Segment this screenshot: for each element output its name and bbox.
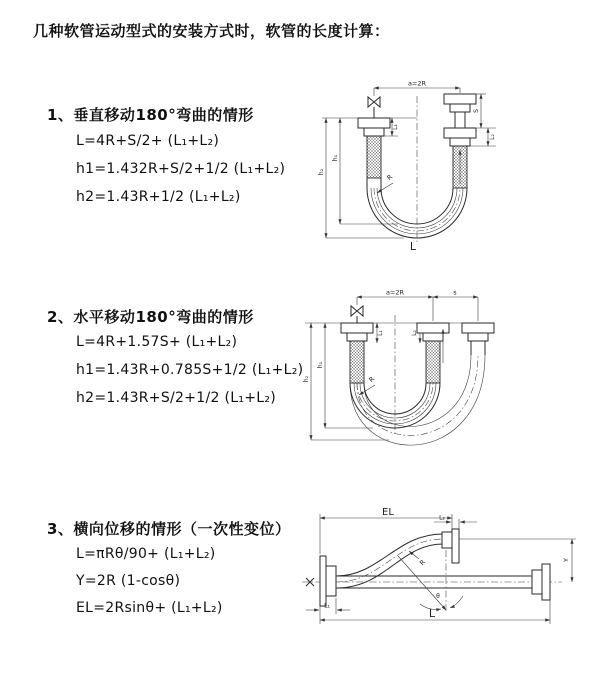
- braided-hose-section: [367, 136, 381, 178]
- diagram-vertical-180-bend: [318, 76, 503, 261]
- braided-hose-section: [426, 341, 440, 383]
- section-3-formula-el: EL=2Rsinθ+ (L₁+L₂): [76, 600, 223, 616]
- valve-icon: [351, 306, 363, 316]
- dim-label-l2: L₂: [489, 134, 496, 140]
- section-3-formula-l: L=πRθ/90+ (L₁+L₂): [76, 546, 216, 562]
- section-1-formula-h2: h2=1.43R+1/2 (L₁+L₂): [76, 189, 241, 205]
- dim-label-h1: h₁: [317, 361, 324, 369]
- dim-label-s: S: [473, 109, 480, 113]
- section-1-formula-h1: h1=1.432R+S/2+1/2 (L₁+L₂): [76, 161, 286, 177]
- section-2-formula-h2: h2=1.43R+S/2+1/2 (L₁+L₂): [76, 390, 277, 406]
- dim-label-r: R: [385, 173, 395, 183]
- dim-label-h2: h₂: [303, 375, 310, 383]
- section-2-formula-l: L=4R+1.57S+ (L₁+L₂): [76, 334, 238, 350]
- dim-label-l1: L₁: [324, 602, 330, 610]
- diagram-lateral-displacement: [300, 498, 600, 633]
- dim-label-l1: L₁: [377, 330, 384, 336]
- section-2-heading: 2、水平移动180°弯曲的情形: [47, 308, 254, 326]
- valve-icon: [368, 97, 380, 107]
- section-1-heading: 1、垂直移动180°弯曲的情形: [47, 106, 254, 124]
- dim-label-r: R: [367, 375, 377, 385]
- dim-label-a2r: a=2R: [385, 288, 405, 297]
- braided-hose-section: [350, 341, 364, 383]
- section-3-heading: 3、横向位移的情形（一次性变位）: [47, 520, 291, 538]
- dim-label-l2: L₂: [439, 514, 445, 522]
- page-title: 几种软管运动型式的安装方式时，软管的长度计算：: [33, 22, 390, 40]
- diagram-horizontal-180-bend: [303, 285, 503, 465]
- dim-label-l1: L₁: [392, 124, 399, 130]
- upper-flange: [452, 529, 459, 563]
- dim-label-h1: h₁: [332, 154, 339, 162]
- dim-label-h2: h₂: [318, 168, 325, 176]
- dim-label-theta: θ: [436, 593, 440, 600]
- dim-label-l2: L₂: [411, 330, 418, 336]
- dim-label-r: R: [418, 558, 428, 568]
- section-1-formula-l: L=4R+S/2+ (L₁+L₂): [76, 133, 220, 149]
- section-3-formula-y: Y=2R (1-cosθ): [76, 573, 181, 589]
- right-flange: [542, 564, 550, 600]
- dim-label-y: Y: [562, 558, 570, 562]
- right-flange-hub: [532, 570, 542, 594]
- upper-flange-hub: [442, 532, 452, 548]
- left-flange: [320, 556, 326, 606]
- dim-label-s: s: [453, 288, 457, 297]
- dim-label-el: EL: [382, 507, 394, 518]
- dim-label-l: L: [428, 607, 436, 620]
- section-2-formula-h1: h1=1.43R+0.785S+1/2 (L₁+L₂): [76, 362, 304, 378]
- dim-label-a2r: a=2R: [407, 79, 427, 88]
- dim-label-l: L: [409, 240, 417, 253]
